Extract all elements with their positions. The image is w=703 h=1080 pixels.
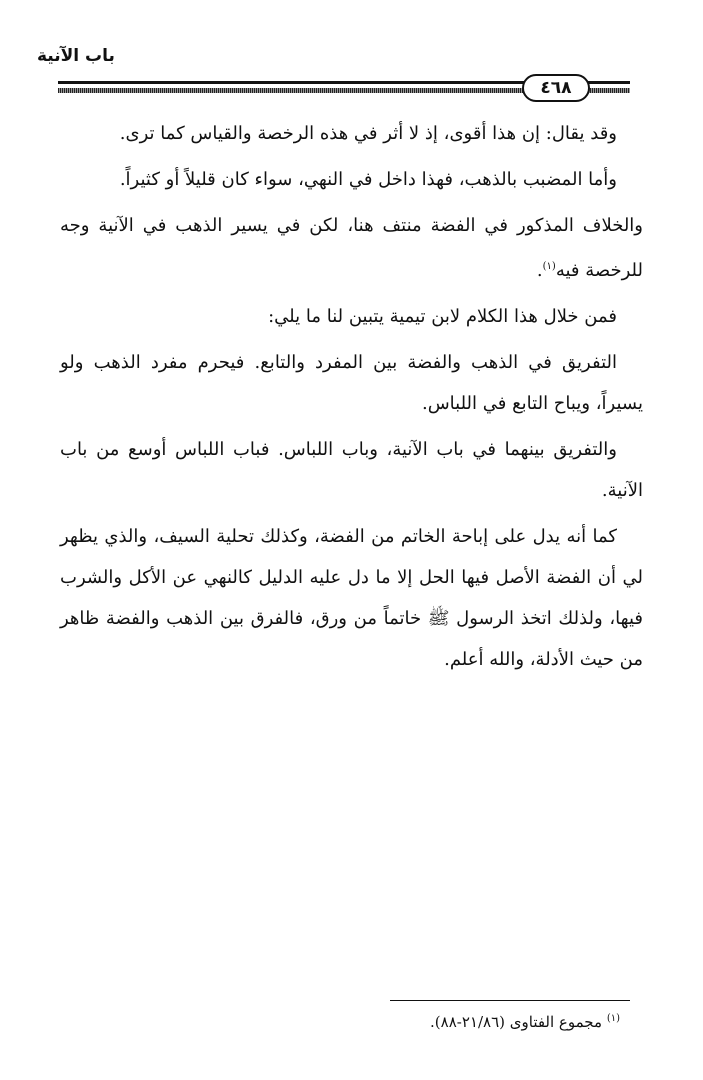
paragraph-end: . [536,260,543,281]
paragraph: وأما المضبب بالذهب، فهذا داخل في النهي، سواء كان قليلاً أو كثيراً. [119,169,617,190]
paragraph: وقد يقال: إن هذا أقوى، إذ لا أثر في هذه الرخصة والقياس كما ترى. [119,123,617,144]
main-text [60,113,643,685]
footnote-rule [390,1000,630,1001]
paragraph: والتفريق بينهما في باب الآنية، وباب اللباس. فباب اللباس أوسع من باب الآنية. [60,439,643,501]
page-number: ٤٦٨ [522,74,590,102]
footnote-marker: (١) [606,1013,620,1024]
running-head: باب الآنية [37,46,115,66]
footnote [300,1013,620,1031]
paragraph-text: والخلاف المذكور في الفضة منتف هنا، لكن في يسير الذهب في الآنية وجه للرخصة فيه [60,215,643,281]
paragraph: التفريق في الذهب والفضة بين المفرد والتابع. فيحرم مفرد الذهب ولو يسيراً، ويباح التابع في اللباس. [60,352,643,414]
footnote-text: مجموع الفتاوى (٢١/٨٦-٨٨). [430,1013,603,1031]
paragraph [60,205,643,291]
paragraph: فمن خلال هذا الكلام لابن تيمية يتبين لنا ما يلي: [268,306,617,327]
paragraph: كما أنه يدل على إباحة الخاتم من الفضة، وكذلك تحلية السيف، والذي يظهر لي أن الفضة الأصل فيها الحل إلا ما دل عليه الدليل كالنهي عن الأكل والشرب فيها، ولذلك اتخذ الرسول ﷺ خاتماً من ورق، فالفرق بين الذهب والفضة ظاهر من حيث الأدلة، والله أعلم. [60,526,643,670]
footnote-reference[interactable]: (١) [542,261,556,272]
